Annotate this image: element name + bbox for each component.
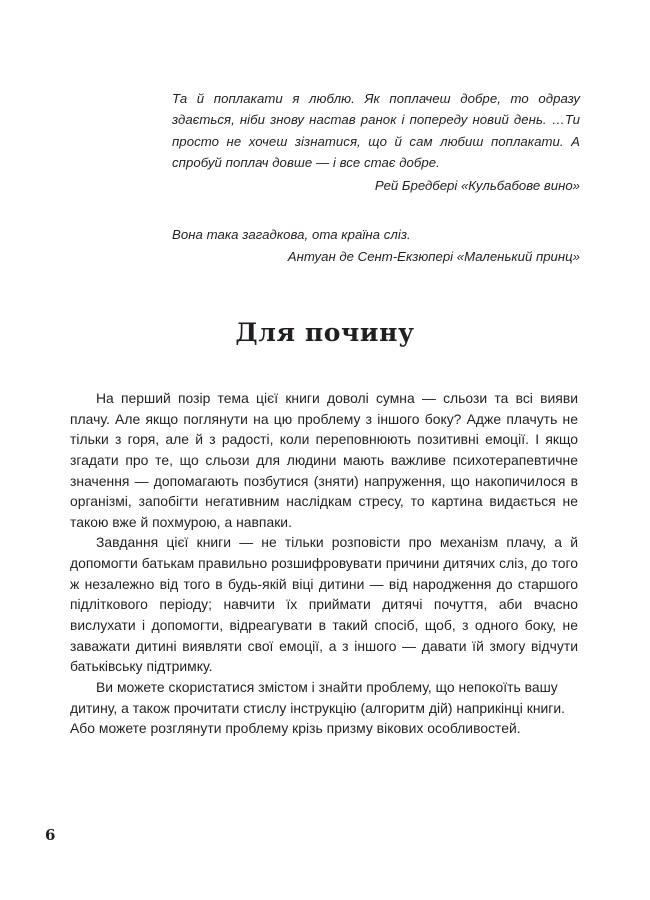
epigraph-2-attribution: Антуан де Сент-Екзюпері «Маленький принц»: [287, 249, 580, 265]
paragraph: Завдання цієї книги — не тільки розповісти про механізм плачу, а й допомогти батькам правильно розшифровувати причини дитячих сліз, до того ж незалежно від того в будь-якій віці дитини — від народження до старшого підліткового періоду; навчити їх приймати дитячі почуття, аби вчасно вислухати і допомогти, відреагувати в такий спосіб, щоб, з одного боку, не заважати дитині виявляти свої емоції, а з іншого — давати їй змогу відчути батьківську підтримку.: [70, 534, 578, 675]
paragraph: На перший позір тема цієї книги доволі сумна — сльози та всі вияви плачу. Але якщо поглянути на цю проблему з іншого боку? Адже плачуть не тільки з горя, але й з радості, коли переповнюють позитивні емоції. І якщо згадати про те, що сльози для людини мають важливе психотерапевтичне значення — допомагають позбутися (зняти) напруження, що накопичилося в організмі, запобігти негативним наслідкам стресу, то картина видається не такою вже й похмурою, а навпаки.: [70, 390, 578, 530]
epigraph-2-text: Вона така загадкова, ота країна сліз.: [172, 226, 411, 242]
section-title: Для почину: [235, 318, 415, 347]
epigraph-block: [172, 88, 580, 268]
page-number: 6: [45, 826, 56, 844]
epigraph-1-attribution: Рей Бредбері «Кульбабове вино»: [374, 177, 580, 193]
epigraph-1-text: Та й поплакати я люблю. Як поплачеш добре, то одразу здається, ніби знову настав ранок і попереду новий день. …Ти просто не хочеш зізнатися, що й сам любиш поплакати. А спробуй поплач довше — і все стає добре.: [172, 91, 580, 171]
body-text: [70, 388, 578, 739]
paragraph: Ви можете скористатися змістом і знайти проблему, що непокоїть вашу дитину, а також прочитати стислу інструкцію (алгоритм дій) наприкінці книги. Або можете розглянути проблему крізь призму вікових особливостей.: [70, 678, 566, 737]
epigraph-1: [172, 88, 580, 196]
epigraph-2: [172, 224, 580, 268]
